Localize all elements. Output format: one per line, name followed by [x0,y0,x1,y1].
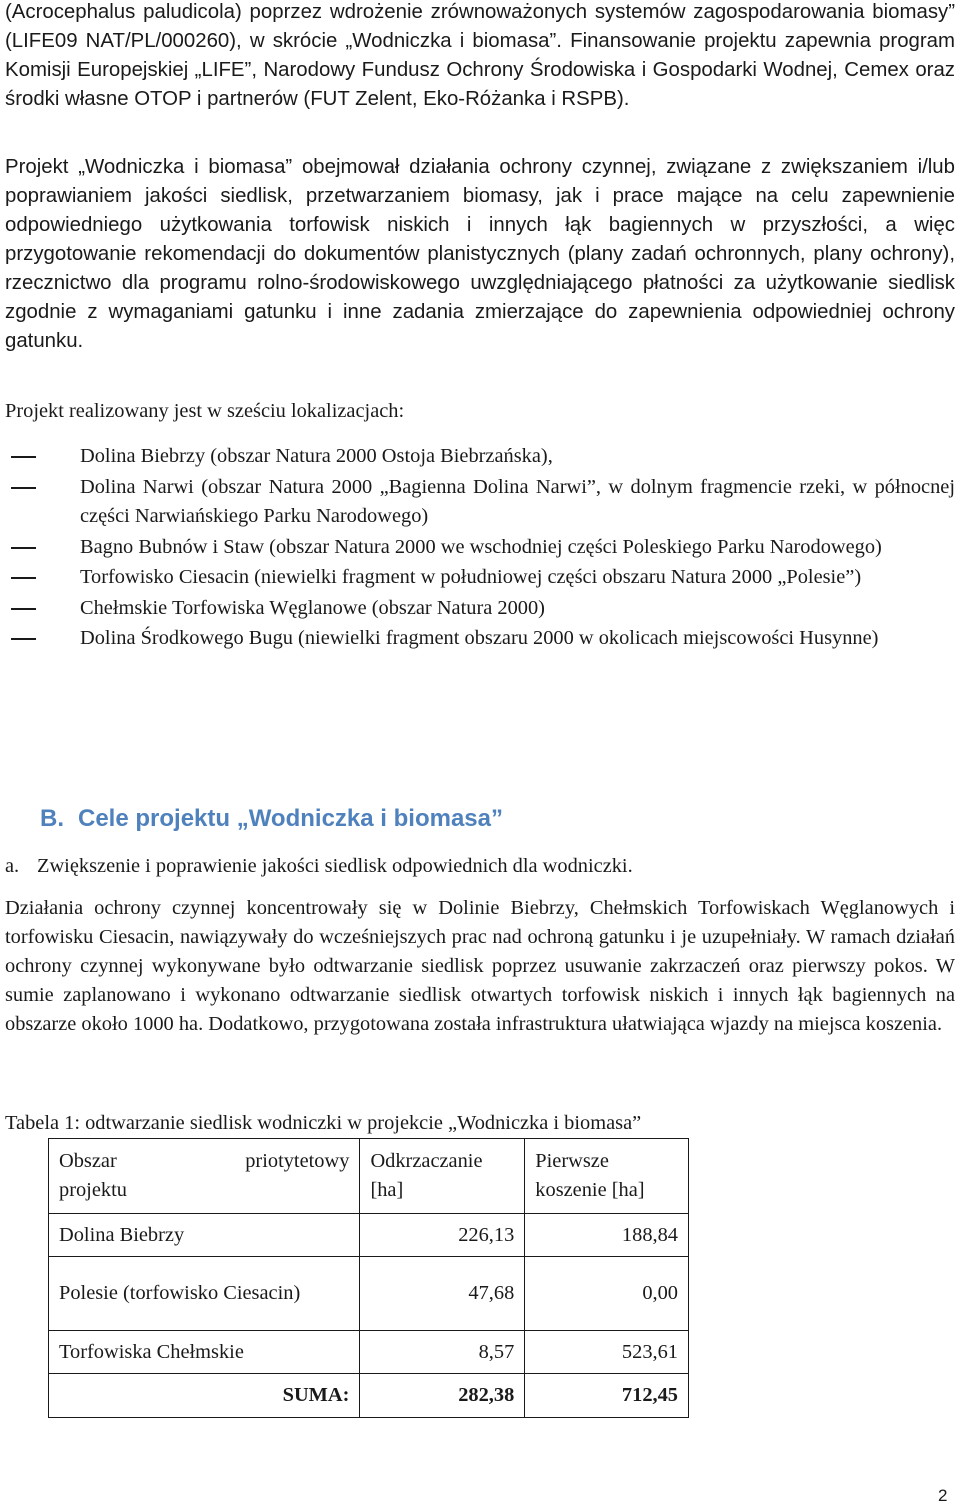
cell-area: Torfowiska Chełmskie [49,1331,360,1374]
header-cell-area [49,1139,360,1214]
section-title: Cele projektu „Wodniczka i biomasa” [78,805,503,832]
section-number: B. [40,805,64,832]
table-row [49,1214,689,1257]
section-heading [40,802,503,836]
locations-list [5,442,955,655]
intro-paragraph: (Acrocephalus paludicola) poprzez wdrożenie zrównoważonych systemów zagospodarowania biomasy” (LIFE09 NAT/PL/000260), w skrócie „Wodniczka i biomasa”. Finansowanie projektu zapewnia program Komisji Europejskiej „LIFE”, Narodowy Fundusz Ochrony Środowiska i Gospodarki Wodnej, Cemex oraz środki własne OTOP i partnerów (FUT Zelent, Eko-Różanka i RSPB). [5,1,955,110]
header-area-word1: Obszar [59,1150,117,1172]
list-item [5,624,955,654]
project-description-paragraph: Projekt „Wodniczka i biomasa” obejmował działania ochrony czynnej, związane z zwiększaniem i/lub poprawianiem jakości siedlisk, przetwarzaniem biomasy, jak i prace mające na celu zapewnienie odpowiedniego użytkowania torfowisk niskich i innych łąk bagiennych w przyszłości, a więc przygotowanie rekomendacji do dokumentów planistycznych (plany zadań ochronnych, plany ochrony), rzecznictwo dla programu rolno-środowiskowego uwzględniającego płatności za użytkowanie siedlisk zgodnie z wymaganiami gatunku i inne zadania zmierzające do zapewnienia odpowiedniej ochrony gatunku. [5,156,955,352]
list-item-text: Dolina Narwi (obszar Natura 2000 „Bagienna Dolina Narwi”, w dolnym fragmencie rzeki, w północnej części Narwiańskiego Parku Narodowego) [80,475,955,527]
subsection-heading [5,852,633,881]
list-item [5,442,955,472]
dash-bullet-icon [11,456,36,458]
table-caption: Tabela 1: odtwarzanie siedlisk wodniczki w projekcie „Wodniczka i biomasa” [5,1112,642,1134]
dash-bullet-icon [11,487,36,489]
subsection-title: Zwiększenie i poprawienie jakości siedlisk odpowiednich dla wodniczki. [37,855,633,877]
table-header-row [49,1139,689,1214]
cell-area: Polesie (torfowisko Ciesacin) [49,1257,360,1331]
habitat-restoration-table [48,1138,689,1418]
dash-bullet-icon [11,608,36,610]
list-item [5,533,955,563]
cell-mowing: 523,61 [525,1331,689,1374]
table-row [49,1257,689,1331]
cell-area: Dolina Biebrzy [49,1214,360,1257]
cell-clearing: 226,13 [360,1214,525,1257]
cell-mowing: 188,84 [525,1214,689,1257]
cell-mowing: 0,00 [525,1257,689,1331]
dash-bullet-icon [11,638,36,640]
header-cell-mowing: Pierwsze koszenie [ha] [525,1139,689,1214]
table-sum-row [49,1374,689,1418]
list-item [5,473,955,532]
header-area-word2: priotytetowy [245,1150,350,1172]
list-item-text: Bagno Bubnów i Staw (obszar Natura 2000 we wschodniej części Poleskiego Parku Narodowego) [80,535,882,558]
header-area-word3: projektu [59,1179,127,1201]
page-number: 2 [938,1486,948,1505]
sum-mowing: 712,45 [525,1374,689,1418]
locations-intro: Projekt realizowany jest w sześciu lokalizacjach: [5,400,405,422]
header-cell-clearing: Odkrzaczanie [ha] [360,1139,525,1214]
subsection-letter: a. [5,855,20,877]
list-item-text: Chełmskie Torfowiska Węglanowe (obszar Natura 2000) [80,596,545,619]
list-item-text: Torfowisko Ciesacin (niewielki fragment w południowej części obszaru Natura 2000 „Polesie”) [80,566,862,588]
list-item [5,563,955,593]
actions-paragraph: Działania ochrony czynnej koncentrowały się w Dolinie Biebrzy, Chełmskich Torfowiskach Węglanowych i torfowisku Ciesacin, nawiązywały do wcześniejszych prac nad ochroną gatunku i je uzupełniały. W ramach działań ochrony czynnej wykonywane było odtwarzanie siedlisk poprzez usuwanie zakrzaczeń oraz pierwszy pokos. W sumie zaplanowano i wykonano odtwarzanie siedlisk otwartych torfowisk niskich i innych łąk bagiennych na obszarze około 1000 ha. Dodatkowo, przygotowana została infrastruktura ułatwiająca wjazdy na miejsca koszenia. [5,897,955,1035]
dash-bullet-icon [11,577,36,579]
list-item [5,594,955,624]
list-item-text: Dolina Biebrzy (obszar Natura 2000 Ostoja Biebrzańska), [80,445,553,467]
sum-label: SUMA: [49,1374,360,1418]
cell-clearing: 47,68 [360,1257,525,1331]
dash-bullet-icon [11,547,36,549]
sum-clearing: 282,38 [360,1374,525,1418]
list-item-text: Dolina Środkowego Bugu (niewielki fragment obszaru 2000 w okolicach miejscowości Husynne) [80,627,879,649]
cell-clearing: 8,57 [360,1331,525,1374]
table-row [49,1331,689,1374]
